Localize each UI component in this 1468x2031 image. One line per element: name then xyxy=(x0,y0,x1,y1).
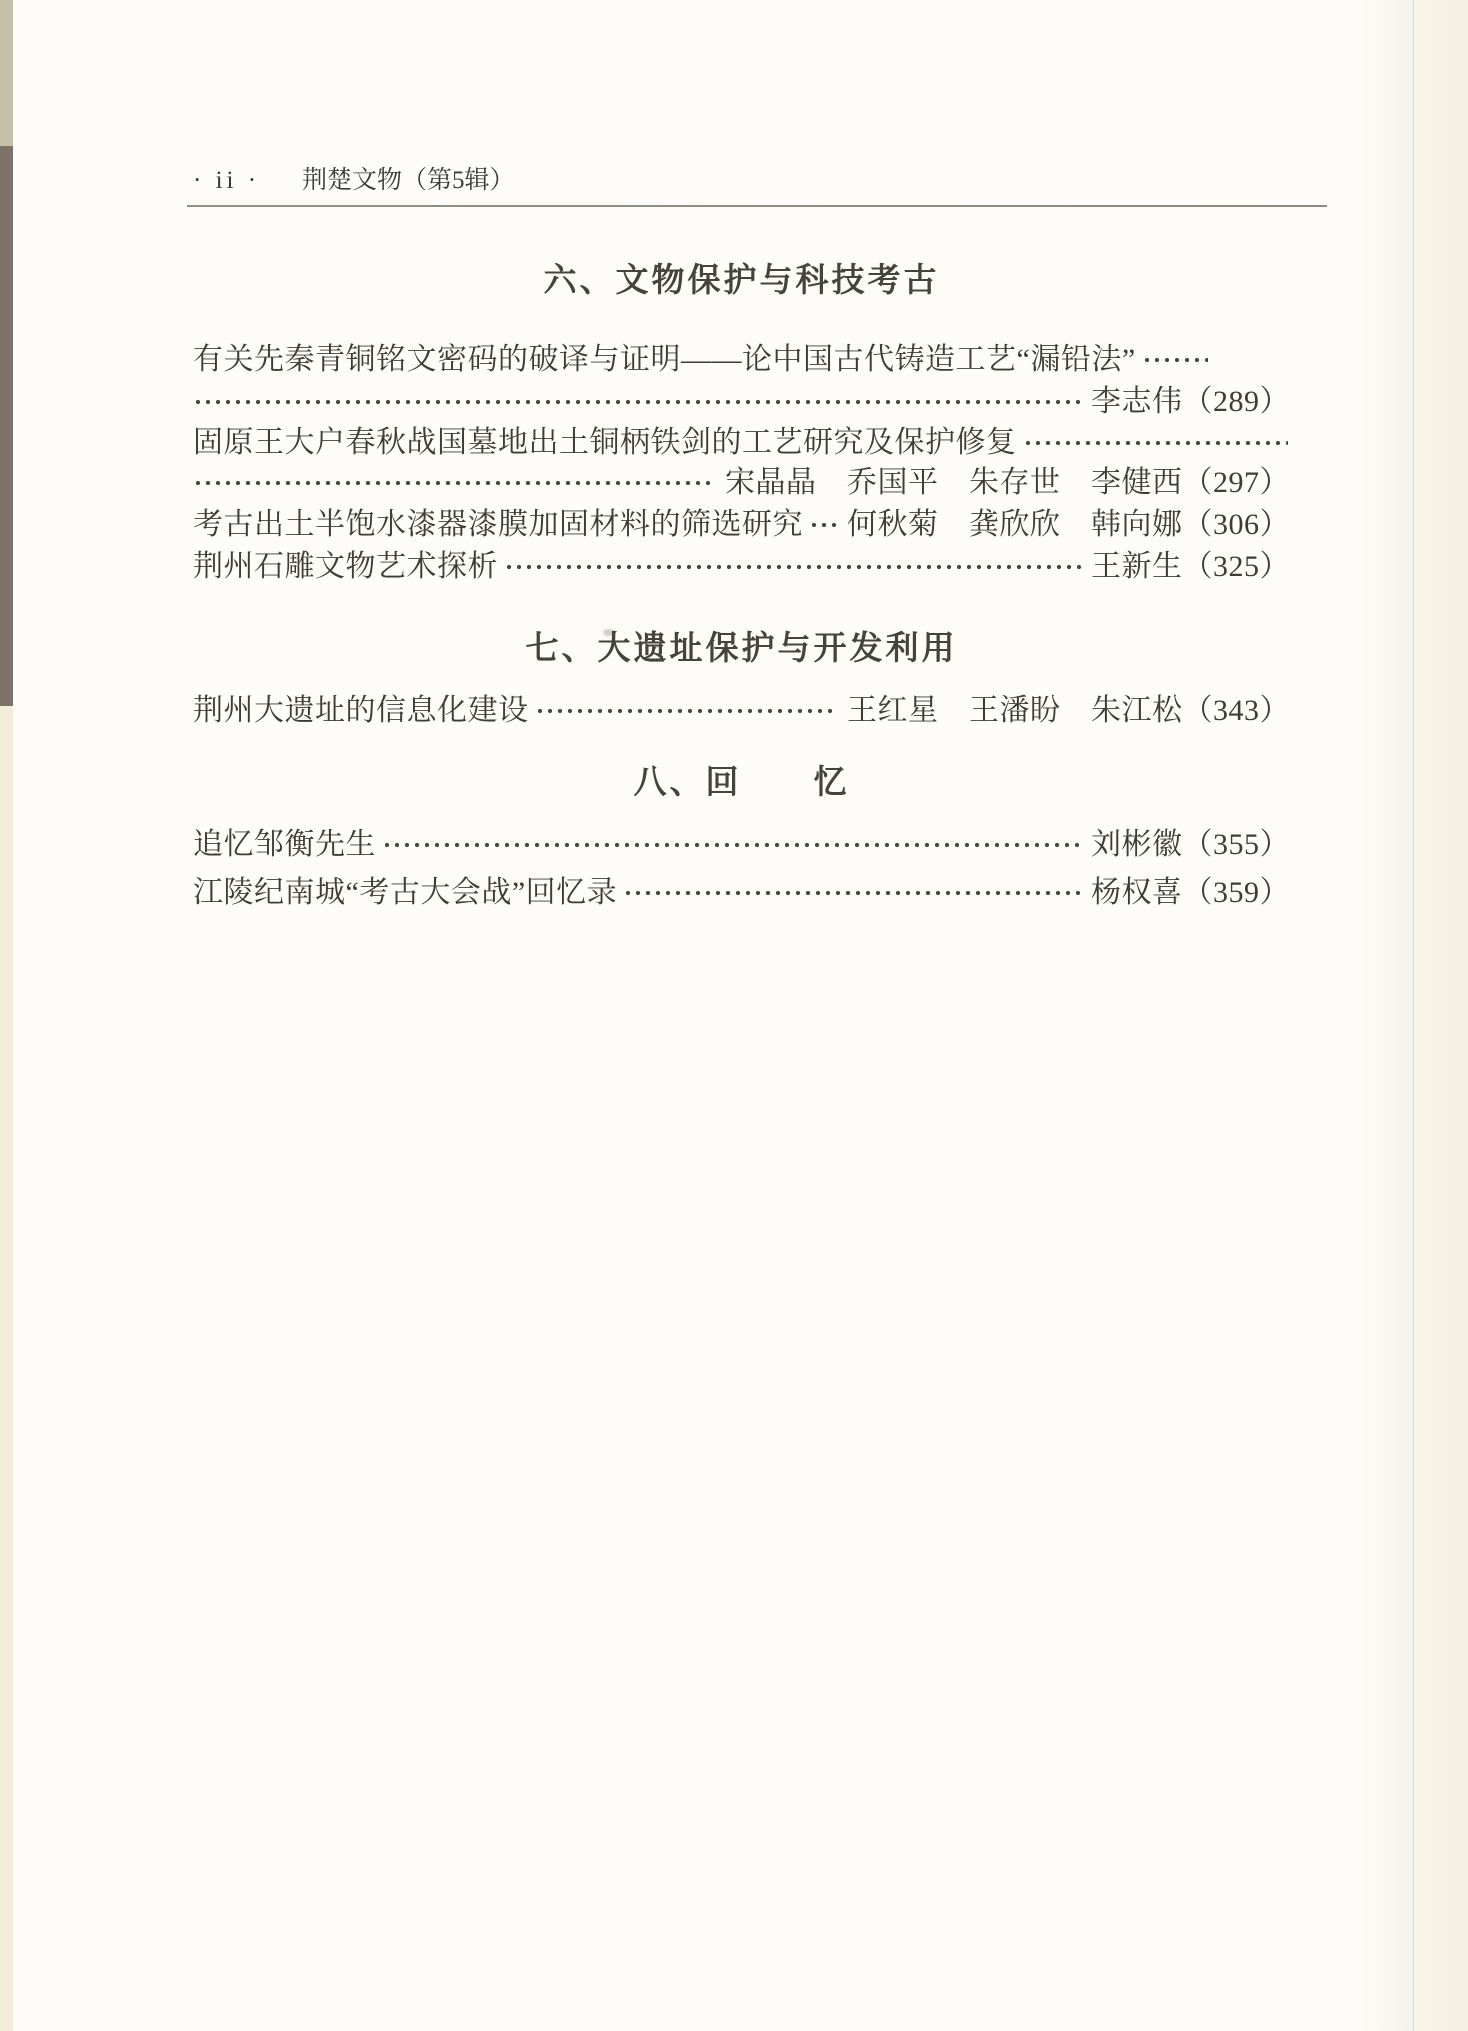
book-edge-strip-spine xyxy=(0,146,13,706)
toc-entry-line xyxy=(193,504,1290,546)
adjacent-page-edge xyxy=(1413,0,1468,2031)
entry-authors-page: 刘彬徽（355） xyxy=(1091,828,1290,861)
entry-authors-page: 王红星 王潘盼 朱江松（343） xyxy=(847,694,1290,727)
entry-title: 荆州石雕文物艺术探析 xyxy=(193,550,498,583)
page-content xyxy=(193,0,1290,2031)
toc-entry-line xyxy=(193,690,1290,732)
dot-leader xyxy=(811,522,837,528)
section-heading-7: 七、大遗址保护与开发利用 xyxy=(525,629,958,666)
toc-entry-line xyxy=(193,872,1290,914)
toc-entry-line xyxy=(193,339,1290,381)
page-number-marker: · ii · xyxy=(193,167,261,194)
toc-entry-line xyxy=(193,462,1290,504)
dot-leader xyxy=(537,708,838,714)
entry-authors-page: 何秋菊 龚欣欣 韩向娜（306） xyxy=(847,508,1290,541)
dot-leader xyxy=(1144,357,1208,363)
toc-entry-line xyxy=(193,381,1290,423)
toc-entry-line xyxy=(193,546,1290,588)
book-title: 荆楚文物（第5辑） xyxy=(302,167,515,194)
section-heading-6: 六、文物保护与科技考古 xyxy=(543,261,940,298)
section-heading-8: 八、回 忆 xyxy=(633,763,850,800)
toc-entry-line xyxy=(193,824,1290,866)
dot-leader xyxy=(1025,440,1289,446)
entry-title: 固原王大户春秋战国墓地出土铜柄铁剑的工艺研究及保护修复 xyxy=(193,426,1017,459)
entry-title: 江陵纪南城“考古大会战”回忆录 xyxy=(193,876,618,909)
page-edge-gap xyxy=(13,0,20,2031)
dot-leader xyxy=(384,842,1081,848)
entry-title: 追忆邹衡先生 xyxy=(193,828,376,861)
book-edge-strip-bottom xyxy=(0,706,13,2031)
entry-authors-page: 李志伟（289） xyxy=(1091,385,1290,418)
header-rule xyxy=(187,205,1327,207)
entry-title: 荆州大遗址的信息化建设 xyxy=(193,694,529,727)
dot-leader xyxy=(195,399,1081,405)
toc-entry-line xyxy=(193,422,1290,464)
book-edge-strip-top xyxy=(0,0,13,146)
entry-authors-page: 宋晶晶 乔国平 朱存世 李健西（297） xyxy=(725,466,1290,499)
dot-leader xyxy=(506,564,1081,570)
entry-authors-page: 王新生（325） xyxy=(1091,550,1290,583)
entry-title: 考古出土半饱水漆器漆膜加固材料的筛选研究 xyxy=(193,508,803,541)
page-curl-shadow xyxy=(1360,0,1413,2031)
page-header xyxy=(193,163,515,199)
dot-leader xyxy=(195,480,715,486)
dot-leader xyxy=(625,890,1081,896)
entry-title: 有关先秦青铜铭文密码的破译与证明——论中国古代铸造工艺“漏铅法” xyxy=(193,343,1136,376)
entry-authors-page: 杨权喜（359） xyxy=(1091,876,1290,909)
